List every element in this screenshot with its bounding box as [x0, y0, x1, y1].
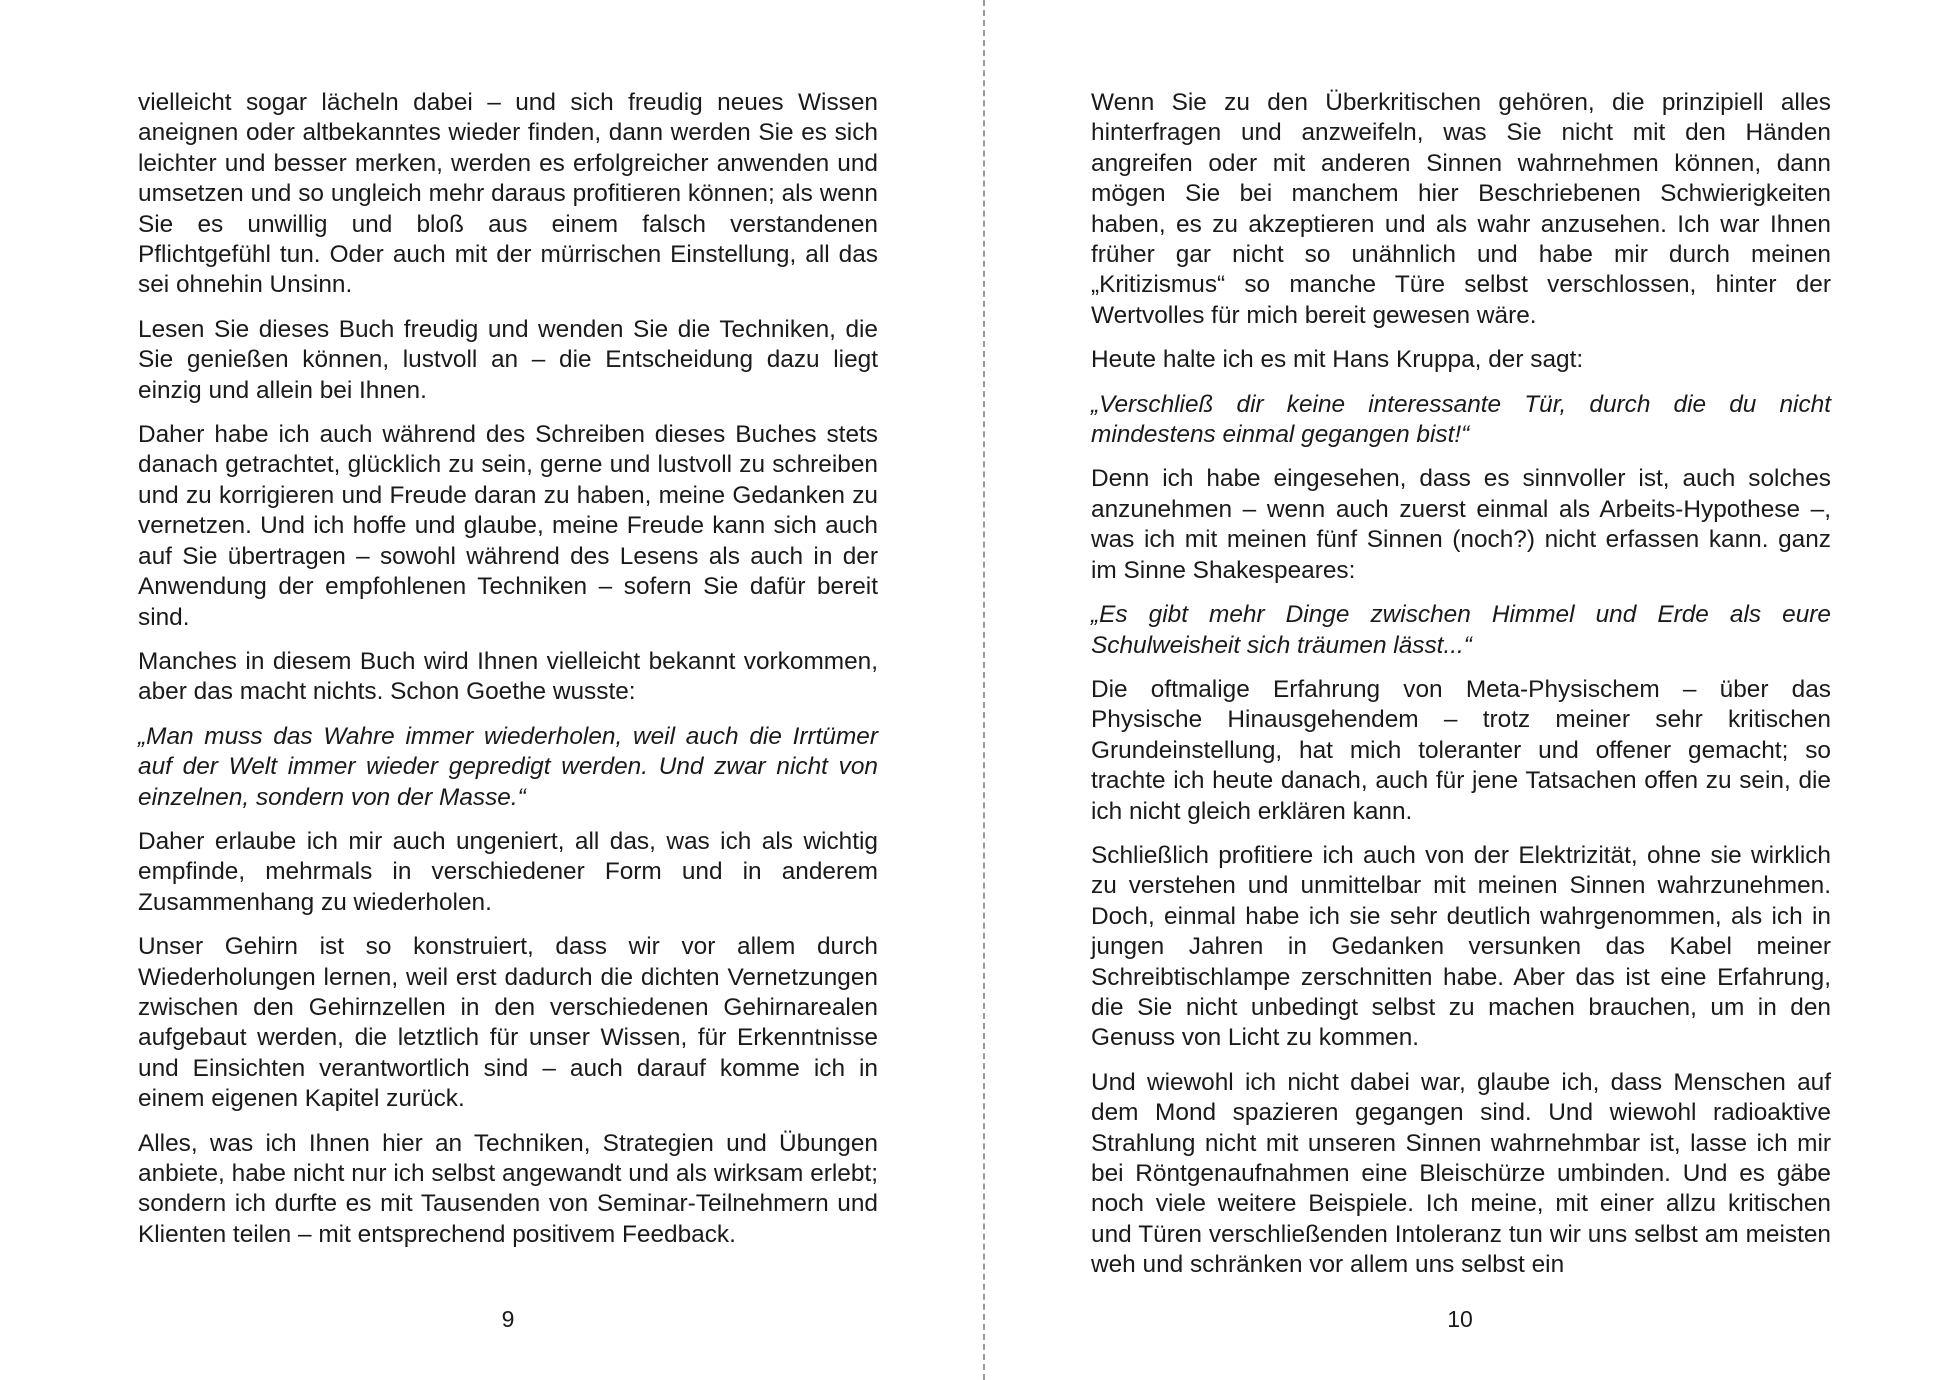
- page-number-right: 10: [1447, 1306, 1473, 1332]
- left-paragraph-2: Lesen Sie dieses Buch freudig und wenden Sie die Techniken, die Sie genießen können, lustvoll an – die Entscheidung dazu liegt einzig und allein bei Ihnen.: [138, 315, 878, 404]
- right-paragraph-4: Denn ich habe eingesehen, dass es sinnvoller ist, auch solches anzunehmen – wenn auch zuerst einmal als Arbeits-Hypothese –, was ich mit meinen fünf Sinnen (noch?) nicht erfassen kann. ganz im Sinne Shakespeares:: [1091, 465, 1831, 584]
- left-paragraph-7: Unser Gehirn ist so konstruiert, dass wir vor allem durch Wiederholungen lernen, weil erst dadurch die dichten Vernetzungen zwischen den Gehirnzellen in den verschiedenen Gehirnarealen aufgebaut werden, die letztlich für unser Wissen, für Erkenntnisse und Einsichten verantwortlich sind – auch darauf komme ich in einem eigenen Kapitel zurück.: [138, 933, 878, 1113]
- right-paragraph-2: Heute halte ich es mit Hans Kruppa, der sagt:: [1091, 346, 1584, 374]
- left-paragraph-8: Alles, was ich Ihnen hier an Techniken, Strategien und Übungen anbiete, habe nicht nur ich selbst angewandt und als wirksam erlebt; sondern ich durfte es mit Tausenden von Seminar-Teilnehmern und Klienten teilen – mit entsprechend positivem Feedback.: [138, 1129, 878, 1248]
- right-paragraph-6: Die oftmalige Erfahrung von Meta-Physischem – über das Physische Hinausgehendem – trotz meiner sehr kritischen Grundeinstellung, hat mich toleranter und offener gemacht; so trachte ich heute danach, auch für jene Tatsachen offen zu sein, die ich nicht gleich erklären kann.: [1091, 675, 1831, 825]
- kruppa-quote: „Verschließ dir keine interessante Tür, durch die du nicht mindestens einmal gegangen bist!“: [1091, 390, 1831, 449]
- left-paragraph-6: Daher erlaube ich mir auch ungeniert, all das, was ich als wichtig empfinde, mehrmals in verschiedener Form und in anderem Zusammenhang zu wiederholen.: [138, 827, 878, 916]
- left-paragraph-1: vielleicht sogar lächeln dabei – und sich freudig neues Wissen aneignen oder altbekanntes wieder finden, dann werden Sie es sich leichter und besser merken, werden es erfolgreicher anwenden und umsetzen und so ungleich mehr daraus profitieren können; als wenn Sie es unwillig und bloß aus einem falsch verstandenen Pflichtgefühl tun. Oder auch mit der mürrischen Einstellung, all das sei ohnehin Unsinn.: [138, 89, 878, 299]
- right-page: [1091, 88, 1831, 1281]
- goethe-quote: „Man muss das Wahre immer wiederholen, weil auch die Irrtümer auf der Welt immer wieder gepredigt werden. Und zwar nicht von einzelnen, sondern von der Masse.“: [138, 722, 878, 811]
- right-paragraph-8: Und wiewohl ich nicht dabei war, glaube ich, dass Menschen auf dem Mond spazieren gegangen sind. Und wiewohl radioaktive Strahlung nicht mit unseren Sinnen wahrnehmbar ist, lasse ich mir bei Röntgenaufnahmen eine Bleischürze umbinden. Und es gäbe noch viele weitere Beispiele. Ich meine, mit einer allzu kritischen und Türen verschließenden Intoleranz tun wir uns selbst am meisten weh und schränken vor allem uns selbst ein: [1091, 1068, 1831, 1279]
- left-page: [138, 88, 878, 1250]
- left-paragraph-3: Daher habe ich auch während des Schreiben dieses Buches stets danach getrachtet, glücklich zu sein, gerne und lustvoll zu schreiben und zu korrigieren und Freude daran zu haben, meine Gedanken zu vernetzen. Und ich hoffe und glaube, meine Freude kann sich auch auf Sie übertragen – sowohl während des Lesens als auch in der Anwendung der empfohlenen Techniken – sofern Sie dafür bereit sind.: [138, 421, 878, 631]
- shakespeare-quote: „Es gibt mehr Dinge zwischen Himmel und Erde als eure Schulweisheit sich träumen lässt...“: [1091, 601, 1831, 659]
- right-paragraph-7: Schließlich profitiere ich auch von der Elektrizität, ohne sie wirklich zu verstehen und unmittelbar mit meinen Sinnen wahrzunehmen. Doch, einmal habe ich sie sehr deutlich wahrgenommen, als ich in jungen Jahren in Gedanken versunken das Kabel meiner Schreibtischlampe zerschnitten habe. Aber das ist eine Erfahrung, die Sie nicht unbedingt selbst zu machen brauchen, um in den Genuss von Licht zu kommen.: [1091, 841, 1831, 1052]
- right-paragraph-1: Wenn Sie zu den Überkritischen gehören, die prinzipiell alles hinterfragen und anzweifeln, was Sie nicht mit den Händen angreifen oder mit anderen Sinnen wahrnehmen können, dann mögen Sie bei manchem hier Beschriebenen Schwierigkeiten haben, es zu akzeptieren und als wahr anzusehen. Ich war Ihnen früher gar nicht so unähnlich und habe mir durch meinen „Kritizismus“ so manche Türe selbst verschlossen, hinter der Wertvolles für mich bereit gewesen wäre.: [1091, 89, 1831, 329]
- page-number-left: 9: [501, 1306, 515, 1332]
- page-fold-divider: [983, 0, 985, 1380]
- left-paragraph-4: Manches in diesem Buch wird Ihnen vielleicht bekannt vorkommen, aber das macht nichts. Schon Goethe wusste:: [138, 647, 878, 706]
